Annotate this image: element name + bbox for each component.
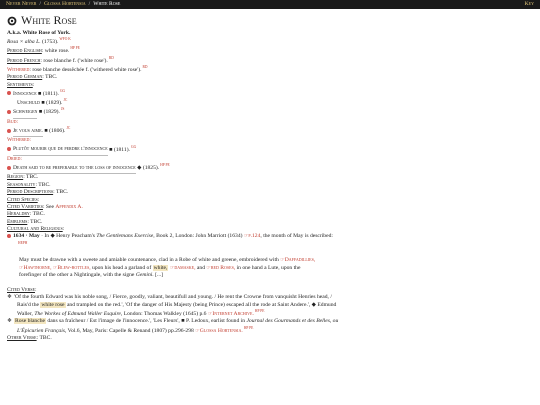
link-icon: ☞ [207,311,213,317]
flower-dot-icon [7,147,11,151]
verse-2-line-2 [7,326,533,335]
quote-text: May must be drawne with a sweete and amiable countenance, clad in a Robe of white and greene, embroidered with [19,257,279,264]
flower-dot-icon [7,234,11,238]
verse-1 [7,294,533,318]
verse-work-title: The Workes of Edmund Waller Esquire [34,310,121,317]
link-icon: ☞ [52,265,58,271]
quote-text: in one hand a Lute, upon the [236,264,301,271]
quote-line-1 [19,257,379,265]
quote-gemini: Gemini [135,272,153,279]
page-link[interactable]: p.124 [248,233,261,240]
entry-text: · In ◆ Henry Peacham's [41,233,95,240]
link-icon: ☞ [195,328,200,334]
period-german-text: : TBC. [42,74,58,81]
period-german-label: Period German [7,74,43,81]
period-english-label: Period English [7,48,42,55]
withered-label: Withered [7,66,30,73]
sentiment-name: Plutôt mourir que de perdre l'innocence [13,146,108,155]
seasonality-label: Seasonality [7,181,36,188]
breadcrumb-separator: / [88,0,91,7]
sentiment-date: ■ (1811). [109,146,130,153]
ref-link[interactable]: HEPH [18,241,28,246]
breadcrumb-current: White Rose [93,0,121,7]
sentiment-name: Je vous aime. [13,128,43,137]
quote-text: and [196,264,205,271]
period-desc-line [7,189,533,196]
cultural-label: Cultural and Religious [7,226,63,233]
verse-1-line-3 [7,309,533,318]
period-french-line [7,56,533,65]
sentiments-label: Sentiments [7,81,33,88]
quote-text: upon his head a garland of [92,264,152,271]
ref-link[interactable]: RD [142,64,148,69]
ref-link[interactable]: WFO K [59,37,71,42]
link-icon: ☞ [19,265,24,271]
link-icon: ☞ [243,234,249,240]
rose-icon [7,16,17,26]
cited-varieties-text: : See [42,203,54,210]
sentiment-name: Schweigen [13,109,37,118]
region-text: : TBC. [23,174,39,181]
ref-link[interactable]: JC [66,125,71,130]
verse-text: dans sa fraîcheur / Est l'image de l'innocence.', 'Les Fleurs', ■ P. Ledoux, earlist found in [47,318,246,325]
region-label: Region [7,174,24,181]
verse-1-line-1 [7,294,533,301]
link-icon: ☞ [169,265,175,271]
flower-dot-icon [7,91,11,95]
dried-label: Dried: [7,155,22,162]
key-link[interactable]: Key [524,0,534,7]
quote-text: . [...] [152,272,164,279]
withered-text: : rose blanche dessêchée f. ('withered white rose'). [29,66,142,73]
verse-text: , Vol.6, May, Paris: Capelle & Renand (1807) pp.296-298 [64,327,194,334]
emblems-label: Emblems [7,218,28,225]
heraldry-label: Heraldry [7,211,30,218]
fleuron-icon: ❖ [7,318,13,325]
period-french-label: Period French [7,57,41,64]
highlighted-white-rose: white rose [41,301,65,308]
period-english-line [7,46,533,55]
blew-bottles-link[interactable]: Blew-bottles, [57,264,91,271]
sentiments-line: Sentiments: [7,81,35,88]
ref-link[interactable]: GG [130,144,137,149]
damaske-link[interactable]: damaske, [174,264,196,271]
ref-link[interactable]: HP PE [160,163,170,168]
seasonality-line [7,182,533,189]
glossa-hortensia-link[interactable]: Glossa Hortensia. [199,327,243,334]
withered2-label: Withered: [7,137,31,144]
cited-verse-text: : [34,286,37,293]
cited-varieties-line [7,204,533,211]
ref-link[interactable]: RD [108,55,114,60]
region-line [7,174,533,181]
breadcrumb [6,1,120,8]
quote-block [19,257,379,280]
cited-species-line [7,197,533,204]
highlighted-rose-blanche: Rose blanche [15,318,45,325]
flower-dot-icon [7,166,11,170]
verse-text: Rais'd the [17,301,39,308]
page-title-row [7,13,533,29]
bud-label: Bud: [7,118,19,125]
highlighted-white: white, [153,264,168,271]
sentiment-date: ■ (1806). [44,127,66,134]
emblems-text: : TBC. [27,218,43,225]
verse-text: 'Of the fourth Edward was his noble song, / Fierce, goodly, valiant, beautifull and young. / He rent the Crowne from vanquisht Henries head, / [14,294,332,301]
ref-link[interactable]: HP PE [254,308,265,313]
sentiment-name: Death said to be preferable to the loss of innocence [13,165,136,174]
sentiment-date: ■ (1829). [41,99,63,106]
cited-verse-label: Cited Verse [7,286,35,293]
verse-1-line-2 [7,302,533,309]
breadcrumb-never-never[interactable]: Never Never [6,0,37,7]
sentiment-date: ■ (1811). [38,90,59,97]
entry-work-title: The Gentlemans Exercise [96,233,154,240]
hawthorne-link[interactable]: Hawthorne, [23,264,52,271]
aka-title: A.k.a. White Rose of York. [7,29,71,36]
cited-species-label: Cited Species [7,196,38,203]
emblems-line [7,219,533,226]
period-desc-text: : TBC. [53,189,69,196]
period-french-text: : rose blanche f. ('white rose'). [40,57,108,64]
period-desc-label: Period Descriptions [7,189,54,196]
cultural-text: : [62,226,65,233]
main-content [0,9,540,343]
ref-link[interactable]: JC [63,98,68,103]
verse-text: , London: Thomas Walkley (1645) p.6 [120,310,207,317]
red-roses-link[interactable]: red Roses, [210,264,236,271]
period-german-line [7,74,533,81]
quote-line-3 [19,272,379,279]
breadcrumb-glossa-hortensia[interactable]: Glossa Hortensia [43,0,86,7]
other-verse-line [7,335,533,342]
quote-text: forefinger of the other a Nightingale, with the signe [19,272,135,279]
latin-name: Rosa × alba L. [7,39,41,46]
sentiment-unschuld [7,98,533,107]
ref-link[interactable]: GG [59,88,66,93]
link-icon: ☞ [280,258,285,264]
verse-work-title: Journal des Gourmands et des Belles, ou [246,318,339,325]
sentiment-death [7,163,533,174]
daffadillies-link[interactable]: Daffadillies, [284,257,316,264]
ref-link[interactable]: JS [60,107,65,112]
appendix-a-link[interactable]: Appendix A. [55,203,83,210]
sentiment-name: Innocence [13,90,37,97]
link-icon: ☞ [206,265,211,271]
sentiment-name: Unschuld [17,99,40,106]
page-title: White Rose [21,13,77,27]
breadcrumb-separator: / [39,0,41,7]
sentiment-je-vous-aime [7,126,533,137]
verse-work-title: L'Épicurien Français [17,327,65,334]
other-verse-label: Other Verse [7,335,37,342]
sentiment-plutot [7,145,533,156]
period-english-text: : white rose. [41,48,70,55]
flower-dot-icon [7,129,11,133]
flower-dot-icon [7,110,11,114]
cited-species-text: : [37,196,40,203]
heraldry-line [7,211,533,218]
top-nav-bar [0,0,540,9]
internet-archive-link[interactable]: Internet Archive. [212,310,254,317]
seasonality-text: : TBC. [35,181,51,188]
sentiment-schweigen [7,107,533,118]
sentiment-date: ◆ (1825). [137,165,160,172]
sentiment-date: ■ (1829). [38,109,60,116]
verse-text: Waller, [17,310,33,317]
ref-link[interactable]: HP PE [243,325,254,330]
other-verse-text: : TBC. [36,335,52,342]
entry-text: , the month of May is described: [260,233,333,240]
sentiment-innocence [7,89,533,98]
entry-ref-line [7,241,533,250]
ref-link[interactable]: HP PE [70,46,80,51]
entry-date: 1634 · May [13,233,40,240]
latin-name-line [7,37,533,46]
withered-french-line [7,65,533,74]
entry-1634 [7,233,533,241]
latin-year: (1753). [42,39,59,46]
fleuron-icon: ❖ [7,294,13,301]
heraldry-text: : TBC. [29,211,45,218]
entry-text: , Book 2, London: John Marriott (1634) [153,233,243,240]
verse-2 [7,318,533,335]
verse-text: and trampled on the red.', 'Of the danger of His Majesty (being Prince) escaped all the rode at Saint Andere.', ◆ Edmund [66,301,337,308]
cited-varieties-label: Cited Varieties [7,203,43,210]
verse-2-line-1 [7,318,533,325]
